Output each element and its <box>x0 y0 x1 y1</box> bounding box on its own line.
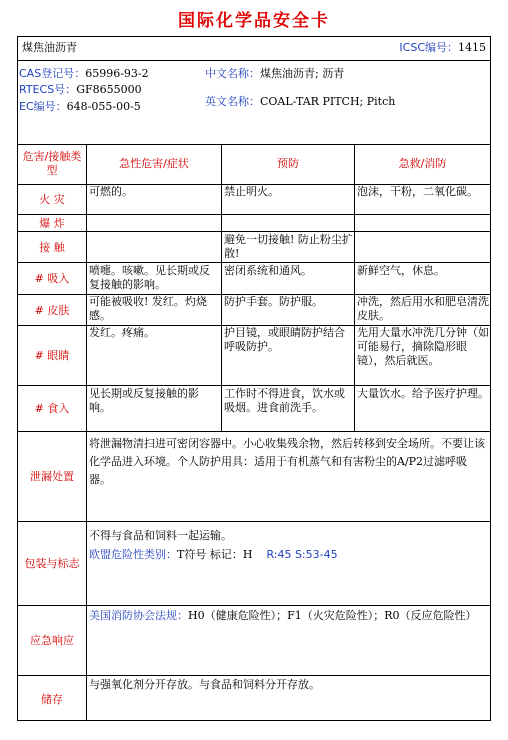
row-label-skin: # 皮肤 <box>34 303 70 317</box>
inhalation-prevention: 密闭系统和通风。 <box>224 264 312 277</box>
leak-label: 泄漏处置 <box>30 470 74 483</box>
eyes-aid: 先用大量水冲洗几分钟（如可能易行，摘除隐形眼镜），然后就医。 <box>357 326 489 367</box>
skin-aid: 冲洗，然后用水和肥皂清洗皮肤。 <box>357 295 489 322</box>
emergency-text <box>89 608 487 624</box>
cas-label: CAS登记号： <box>19 67 86 80</box>
ingestion-symptoms: 见长期或反复接触的影响。 <box>89 387 199 414</box>
header-hazard-type: 危害/接触类型 <box>22 150 82 177</box>
divider <box>18 214 490 215</box>
header-first-aid: 急救/消防 <box>398 157 447 170</box>
header-prevention: 预防 <box>277 157 299 170</box>
ec-label: EC编号： <box>19 100 67 113</box>
cn-label: 中文名称： <box>205 67 260 80</box>
packaging-text: 不得与食品和饲料一起运输。 <box>89 529 232 542</box>
skin-prevention: 防护手套。防护服。 <box>224 295 323 308</box>
en-value: COAL-TAR PITCH; Pitch <box>260 95 396 108</box>
ec-number <box>19 100 141 114</box>
risk-phrases: R:45 S:53-45 <box>266 548 338 561</box>
divider <box>18 431 490 432</box>
eu-hazard-class <box>89 548 487 562</box>
row-label-contact: 接 触 <box>39 240 65 254</box>
emergency-label: 应急响应 <box>30 634 74 647</box>
card-title: 国际化学品安全卡 <box>178 11 330 31</box>
rtecs-value: GF8655000 <box>76 83 142 96</box>
eu-class-label: 欧盟危险性类别： <box>89 548 177 561</box>
row-label-explosion: 爆 炸 <box>39 216 65 230</box>
fire-symptoms: 可燃的。 <box>89 185 133 198</box>
cas-number <box>19 67 149 81</box>
icsc-number <box>399 41 486 55</box>
divider <box>221 145 222 431</box>
storage-text: 与强氧化剂分开存放。与食品和饲料分开存放。 <box>89 678 320 691</box>
chinese-name <box>205 67 344 81</box>
contact-prevention: 避免一切接触! 防止粉尘扩散! <box>224 233 353 260</box>
row-label-fire: 火 灾 <box>39 193 65 206</box>
divider <box>354 145 355 431</box>
chemical-name: 煤焦油沥青 <box>22 41 77 54</box>
cn-value: 煤焦油沥青; 沥青 <box>260 67 345 80</box>
rtecs-number <box>19 83 142 97</box>
icsc-value: 1415 <box>458 41 486 54</box>
eyes-prevention: 护目镜，或眼睛防护结合呼吸防护。 <box>224 326 345 353</box>
en-label: 英文名称： <box>205 95 260 108</box>
divider <box>18 385 490 386</box>
divider <box>18 262 490 263</box>
nfpa-value: H0（健康危险性）；F1（火灾危险性）；R0（反应危险性） <box>188 609 477 622</box>
divider <box>18 521 490 522</box>
row-label-inhalation: # 吸入 <box>34 272 70 285</box>
divider <box>86 145 87 431</box>
english-name <box>205 95 395 109</box>
ingestion-prevention: 工作时不得进食，饮水或吸烟。进食前洗手。 <box>224 387 345 414</box>
divider <box>18 675 490 676</box>
fire-aid: 泡沫，干粉，二氧化碳。 <box>357 185 478 198</box>
divider <box>18 60 490 61</box>
nfpa-label: 美国消防协会法规： <box>89 609 188 622</box>
inhalation-aid: 新鲜空气，休息。 <box>357 264 445 277</box>
divider <box>86 432 87 721</box>
inhalation-symptoms: 喷嚏。咳嗽。见长期或反复接触的影响。 <box>89 264 210 291</box>
ec-value: 648-055-00-5 <box>66 100 141 113</box>
divider <box>18 605 490 606</box>
skin-symptoms: 可能被吸收! 发红。灼烧感。 <box>89 295 207 322</box>
ingestion-aid: 大量饮水。给予医疗护理。 <box>357 387 489 400</box>
cas-value: 65996-93-2 <box>85 67 149 80</box>
eu-class-value: T符号 标记：H <box>177 548 253 561</box>
header-symptoms: 急性危害/症状 <box>119 157 189 170</box>
leak-text: 将泄漏物清扫进可密闭容器中。小心收集残余物，然后转移到安全场所。不要让该化学品进入环境。个人防护用具：适用于有机蒸气和有害粉尘的A/P2过滤呼吸器。 <box>89 437 485 486</box>
divider <box>18 231 490 232</box>
storage-label: 储存 <box>41 692 63 706</box>
row-label-ingestion: # 食入 <box>34 402 70 415</box>
fire-prevention: 禁止明火。 <box>224 185 279 198</box>
card-frame <box>17 36 491 721</box>
icsc-label: ICSC编号： <box>399 41 458 54</box>
rtecs-label: RTECS号： <box>19 83 77 96</box>
eyes-symptoms: 发红。疼痛。 <box>89 326 155 339</box>
packaging-label: 包装与标志 <box>24 557 80 570</box>
row-label-eyes: # 眼睛 <box>34 349 70 362</box>
